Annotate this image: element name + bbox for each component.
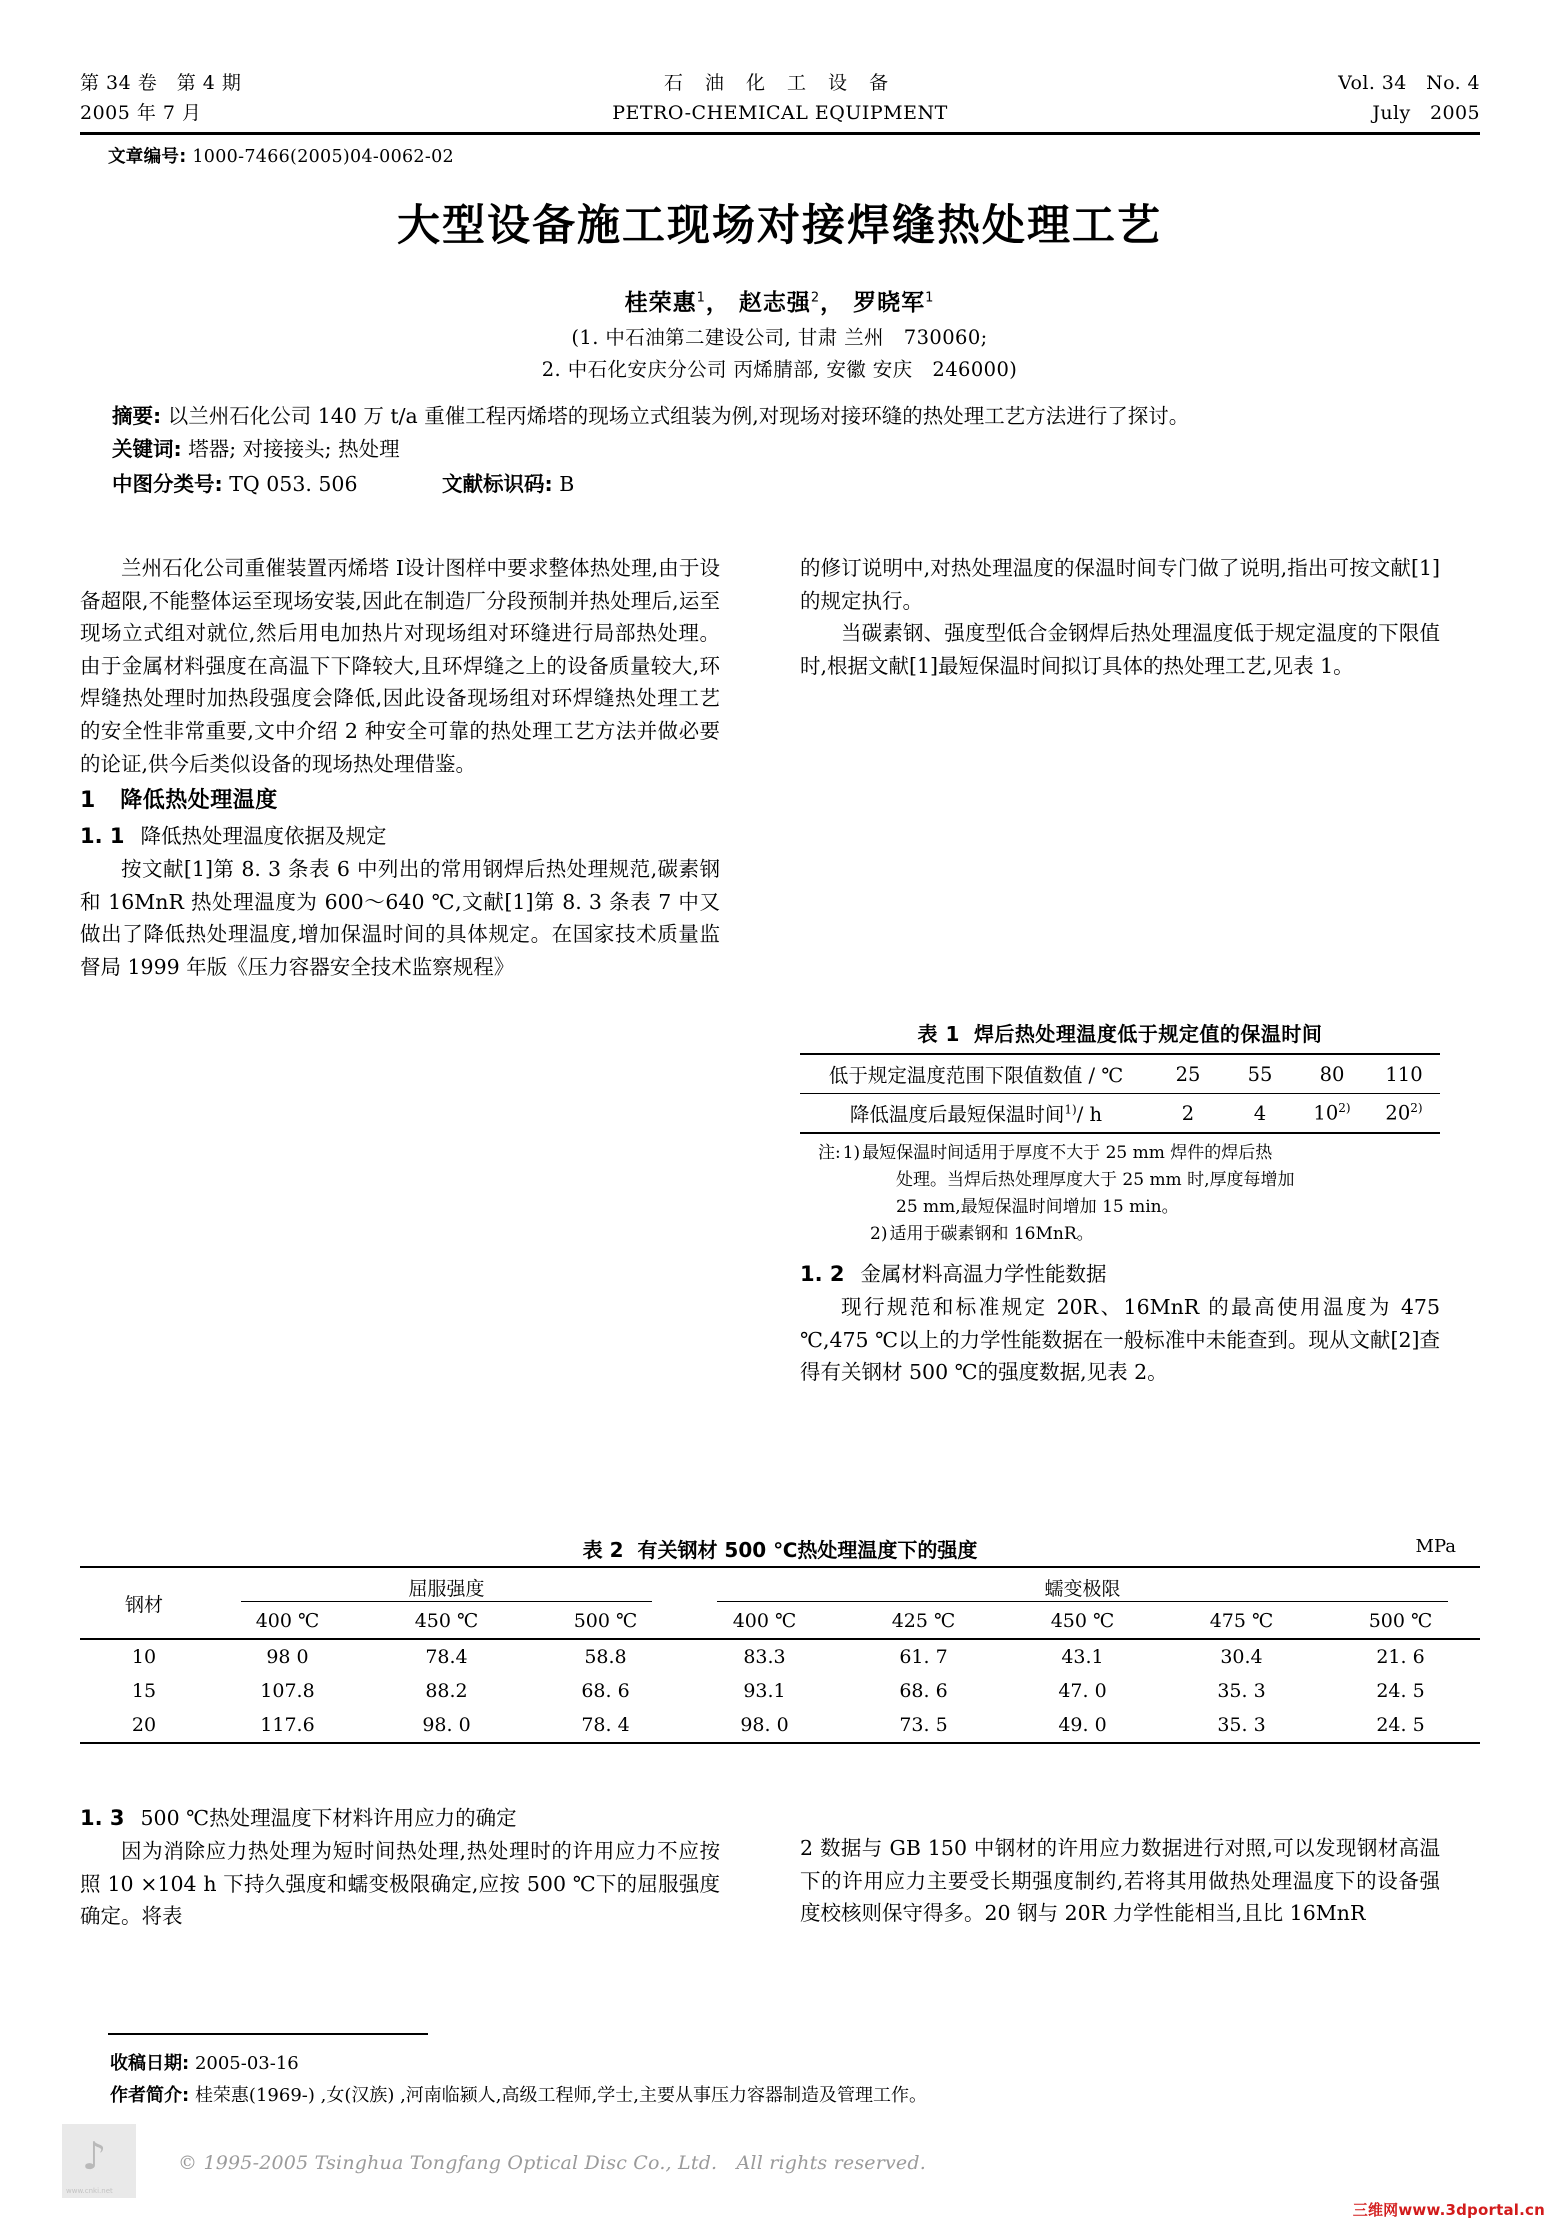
author-bio-label: 作者简介: [110,2085,190,2106]
table-2-caption [80,1534,1480,1566]
table-2-row-1-c4: 30.4 [1162,1639,1321,1674]
table-1-note-label: 注: [818,1143,841,1163]
table-2-creep-temp-5: 500 ℃ [1368,1610,1433,1632]
table-2-row-1-y2: 78.4 [367,1639,526,1674]
right-paragraph-1: 的修订说明中,对热处理温度的保温时间专门做了说明,指出可按文献[1]的规定执行。 [800,556,1440,613]
table-2-row-1-c5: 21. 6 [1321,1639,1480,1674]
table-1-note-1-number: 1) [842,1143,861,1163]
doccode-label: 文献标识码: [442,472,553,496]
table-1-row-1-v1: 25 [1152,1054,1224,1094]
header-rule [80,132,1480,135]
table-2-material-header: 钢材 [80,1567,208,1639]
table-1-row-2-v2 [1224,1094,1296,1134]
section-1-title: 降低热处理温度 [120,788,278,814]
table-1-row-2-v3-sup: 2) [1338,1101,1351,1116]
table-1-block [800,1018,1440,1389]
table-row [80,1639,1480,1674]
author-3-affil-marker: 1 [925,290,935,306]
footnote-rule [108,2033,428,2035]
table-1-note-1 [818,1140,1440,1167]
article-number-label: 文章编号: [108,147,187,167]
table-2-bottom-rule [80,1743,1480,1744]
intro-paragraph: 兰州石化公司重催装置丙烯塔 Ⅰ设计图样中要求整体热处理,由于设备超限,不能整体运至现场安装,因此在制造厂分段预制并热处理后,运至现场立式组对就位,然后用电加热片对现场组对环缝进行局部热处理。由于金属材料强度在高温下下降较大,且环焊缝之上的设备质量较大,环焊缝热处理时加热段强度会降低,因此设备现场组对环焊缝热处理工艺的安全性非常重要,文中介绍 2 种安全可靠的热处理工艺方法并做必要的论证,供今后类似设备的现场热处理借鉴。 [80,556,720,776]
table-1-row-2-label-unit: / h [1076,1103,1103,1126]
right-column-upper [800,552,1440,682]
received-date-row [110,2048,1460,2080]
footnote-block [110,2048,1460,2112]
table-2-row-2-c5: 24. 5 [1376,1680,1425,1702]
volume-issue-en: Vol. 34 No. 4 [1338,72,1480,94]
table-2-row-2-c3: 47. 0 [1058,1680,1107,1702]
table-1-caption-text: 焊后热处理温度低于规定值的保温时间 [973,1022,1323,1046]
table-row [80,1674,1480,1708]
table-row [800,1094,1440,1134]
table-2-row-3-y3: 78. 4 [581,1714,630,1736]
table-row [80,1708,1480,1743]
table-2-unit: MPa [1415,1536,1456,1557]
table-2-row-1-c1: 83.3 [685,1639,844,1674]
table-2-row-1-c3: 43.1 [1003,1639,1162,1674]
volume-issue-cn: 第 34 卷 第 4 期 [80,72,242,94]
right-paragraph-3: 2 数据与 GB 150 中钢材的许用应力数据进行对照,可以发现钢材高温下的许用应力主要受长期强度制约,若将其用做热处理温度下的设备强度校核则保守得多。20 钢与 20R 力学性能相当,且比 16MnR [800,1836,1440,1926]
table-2-row-3-c1: 98. 0 [740,1714,789,1736]
cnki-disc-logo [62,2124,136,2198]
table-2-row-1-y3: 58.8 [526,1639,685,1674]
table-1-row-1-v2: 55 [1224,1054,1296,1094]
section-1-2-title: 金属材料高温力学性能数据 [860,1262,1107,1286]
page-title: 大型设备施工现场对接焊缝热处理工艺 [397,201,1162,251]
section-1-3-paragraph: 因为消除应力热处理为短时间热处理,热处理时的许用应力不应按照 10 ×104 h 下持久强度和蠕变极限确定,应按 500 ℃下的屈服强度确定。将表 [80,1839,720,1929]
clc-value: TQ 053. 506 [229,472,358,496]
table-2-row-1-material: 10 [80,1639,208,1674]
table-2-row-3-c5: 24. 5 [1376,1714,1425,1736]
table-2-group-yield [208,1567,685,1604]
abstract-text: 以兰州石化公司 140 万 t/a 重催工程丙烯塔的现场立式组装为例,对现场对接环缝的热处理工艺方法进行了探讨。 [167,404,1190,428]
section-1-1-title: 降低热处理温度依据及规定 [140,824,387,849]
affiliation-1: (1. 中石油第二建设公司, 甘肃 兰州 730060; [571,326,988,349]
table-2-row-3-c4: 35. 3 [1217,1714,1266,1736]
abstract-block [112,400,1456,501]
table-2-group-creep [685,1567,1480,1604]
table-2-row-2-c4: 35. 3 [1217,1680,1266,1702]
table-1-note-2-text: 适用于碳素钢和 16MnR。 [889,1224,1094,1244]
section-1-3-heading [80,1802,720,1835]
section-1-1-heading [80,820,720,853]
doccode-group [442,468,574,501]
table-1-note-1-line-2: 处理。当焊后热处理厚度大于 25 mm 时,厚度每增加 [896,1170,1295,1190]
table-2-number: 表 2 [582,1538,624,1562]
doccode-value: B [559,472,575,496]
table-2-row-3-y2: 98. 0 [422,1714,471,1736]
table-2-group-creep-label: 蠕变极限 [717,1574,1448,1602]
table-1-number: 表 1 [917,1022,960,1046]
article-number-value: 1000-7466(2005)04-0062-02 [192,147,454,167]
keywords-label: 关键词: [112,437,182,461]
author-2-name: 赵志强 [738,290,811,316]
table-2-row-2-y3: 68. 6 [581,1680,630,1702]
running-head-right [1338,68,1480,128]
table-2-caption-inner [80,1534,1480,1563]
table-2-creep-temp-4: 475 ℃ [1209,1610,1274,1632]
author-list: 桂荣惠$^1$， 赵志强$^2$， 罗晓军$^1$ [624,290,935,316]
table-2-row-1-y1: 98 0 [208,1639,367,1674]
section-1-2-number: 1. 2 [800,1262,845,1286]
section-1-heading [80,784,720,818]
table-2 [80,1566,1480,1744]
table-1-row-1-label: 低于规定温度范围下限值数值 / ℃ [800,1054,1152,1094]
abstract-paragraph [112,400,1456,433]
table-1-note-2 [818,1221,1440,1248]
table-row [800,1054,1440,1094]
table-2-block [80,1534,1480,1744]
section-1-3-title: 500 ℃热处理温度下材料许用应力的确定 [140,1806,517,1830]
author-1-name: 桂荣惠 [624,290,697,316]
table-1-row-2-v4 [1368,1094,1440,1134]
table-1 [800,1053,1440,1134]
section-1-2-heading [800,1258,1440,1291]
author-3-name: 罗晓军 [853,290,926,316]
disc-logo-caption: www.cnki.net [66,2187,113,2195]
table-1-row-2-v2-text: 4 [1253,1101,1267,1125]
keywords-paragraph [112,433,1456,466]
right-paragraph-2: 当碳素钢、强度型低合金钢焊后热处理温度低于规定温度的下限值时,根据文献[1]最短保温时间拟订具体的热处理工艺,见表 1。 [800,621,1440,678]
disc-swirl-icon: ♪ [82,2134,107,2178]
issue-date-cn: 2005 年 7 月 [80,102,202,124]
section-1-1-paragraph: 按文献[1]第 8. 3 条表 6 中列出的常用钢焊后热处理规范,碳素钢和 16MnR 热处理温度为 600～640 ℃,文献[1]第 8. 3 条表 7 中又做出了降低热处理温度,增加保温时间的具体规定。在国家技术质量监督局 1999 年版《压力容器安全技术监察规程》 [80,857,720,979]
left-column-upper [80,552,720,984]
received-date-value: 2005-03-16 [194,2053,299,2074]
affiliation-2: 2. 中石化安庆分公司 丙烯腈部, 安徽 安庆 246000) [541,358,1018,381]
right-column-sec12 [800,1258,1440,1389]
clc-group [112,468,442,501]
table-1-row-2-footnote-marker: 1) [1064,1102,1077,1117]
table-1-row-2-label [800,1094,1152,1134]
table-2-row-2-c1: 93.1 [743,1680,786,1702]
table-1-row-2-v1-text: 2 [1181,1101,1195,1125]
table-1-note-1-line-3: 25 mm,最短保温时间增加 15 min。 [896,1197,1179,1217]
section-1-2-paragraph: 现行规范和标准规定 20R、16MnR 的最高使用温度为 475 ℃,475 ℃以上的力学性能数据在一般标准中未能查到。现从文献[2]查得有关钢材 500 ℃的强度数据,见表 2。 [800,1295,1440,1385]
table-2-caption-text: 有关钢材 500 ℃热处理温度下的强度 [637,1538,978,1562]
journal-title-cn: 石 油 化 工 设 备 [663,72,897,94]
author-bio-row [110,2080,1460,2112]
clc-label: 中图分类号: [112,472,223,496]
table-1-note-2-number: 2) [870,1224,888,1244]
section-1-number: 1 [80,788,96,814]
table-2-yield-temp-1: 400 ℃ [255,1610,320,1632]
watermark [1353,2199,1545,2220]
issue-date-en: July 2005 [1372,102,1480,124]
keywords-text: 塔器; 对接接头; 热处理 [188,437,400,461]
article-number [108,143,454,168]
table-1-caption [800,1018,1440,1047]
table-2-row-2-y1: 107.8 [260,1680,315,1702]
table-2-row-2-c2: 68. 6 [899,1680,948,1702]
author-bio-value: 桂荣惠(1969-) ,女(汉族) ,河南临颍人,高级工程师,学士,主要从事压力容器制造及管理工作。 [194,2085,927,2106]
table-1-notes [800,1140,1440,1248]
watermark-cn: 三维网 [1352,2201,1399,2219]
table-2-row-1-c2: 61. 7 [844,1639,1003,1674]
table-1-row-2-v3 [1296,1094,1368,1134]
table-2-row-3-y1: 117.6 [260,1714,315,1736]
table-1-row-2-label-text: 降低温度后最短保温时间 [849,1103,1065,1126]
table-2-yield-temp-2: 450 ℃ [414,1610,479,1632]
received-date-label: 收稿日期: [110,2053,190,2074]
classification-row [112,468,1456,501]
table-bottom-rule-row [80,1743,1480,1744]
author-1-affil-marker: 1 [696,290,706,306]
table-1-bottom-rule [800,1133,1440,1134]
running-head-center [80,68,1480,128]
abstract-label: 摘要: [112,404,162,428]
table-2-creep-temp-1: 400 ℃ [732,1610,797,1632]
copyright-line: © 1995-2005 Tsinghua Tongfang Optical Disc Co., Ltd. All rights reserved. [178,2152,926,2174]
table-2-group-row [80,1567,1480,1604]
table-1-row-1-v3: 80 [1296,1054,1368,1094]
watermark-url: www.3dportal.cn [1398,2201,1545,2219]
table-2-creep-temp-3: 450 ℃ [1050,1610,1115,1632]
table-2-yield-temp-3: 500 ℃ [573,1610,638,1632]
table-2-row-2-material: 15 [131,1680,157,1702]
table-2-row-3-c3: 49. 0 [1058,1714,1107,1736]
table-1-note-1-line-1: 最短保温时间适用于厚度不大于 25 mm 焊件的焊后热 [862,1143,1273,1163]
section-1-1-number: 1. 1 [80,824,125,849]
table-1-row-2-v4-sup: 2) [1410,1101,1423,1116]
left-column-lower [80,1800,720,1933]
table-bottom-rule-row [800,1133,1440,1134]
section-1-3-number: 1. 3 [80,1806,125,1830]
journal-title-en: PETRO-CHEMICAL EQUIPMENT [612,102,948,124]
table-2-temp-row [80,1604,1480,1639]
table-2-group-yield-label: 屈服强度 [241,1574,651,1602]
table-1-row-2-v3-text: 10 [1313,1101,1339,1125]
author-2-affil-marker: 2 [810,290,821,306]
table-1-row-2-v4-text: 20 [1385,1101,1411,1125]
table-2-row-3-material: 20 [131,1714,157,1736]
table-1-row-2-v1 [1152,1094,1224,1134]
table-2-creep-temp-2: 425 ℃ [891,1610,956,1632]
table-2-row-2-y2: 88.2 [425,1680,468,1702]
table-2-row-3-c2: 73. 5 [899,1714,948,1736]
right-column-lower [800,1832,1440,1930]
running-head [80,68,1480,130]
table-1-row-1-v4: 110 [1368,1054,1440,1094]
